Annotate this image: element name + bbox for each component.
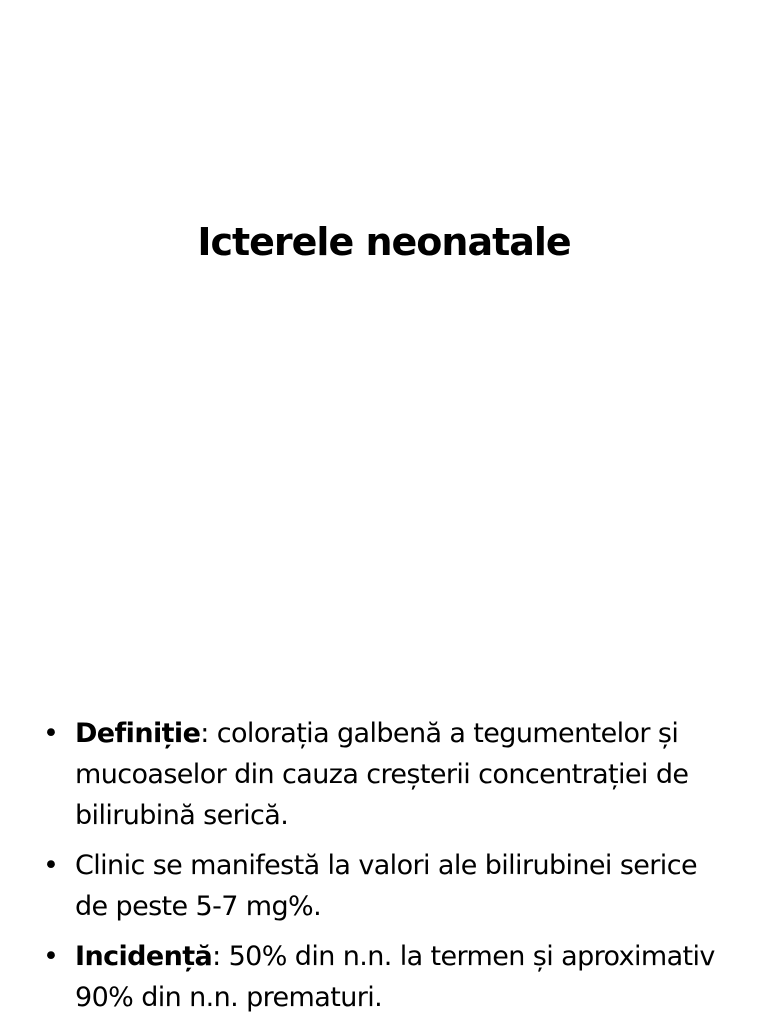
bullet-lead: Definiție	[75, 718, 201, 749]
bullet-item-incidence	[0, 936, 768, 1018]
bullet-dot-icon: •	[43, 850, 59, 881]
bullet-lead: Incidență	[75, 941, 213, 972]
bullet-dot-icon: •	[43, 941, 59, 972]
bullet-text: : colorația galbenă a tegumentelor și mucoaselor din cauza creșterii concentrației de bilirubină serică.	[75, 718, 689, 831]
bullet-text: Clinic se manifestă la valori ale bilirubinei serice de peste 5-7 mg%.	[75, 850, 697, 922]
bullet-text: : 50% din n.n. la termen și aproximativ 90% din n.n. prematuri.	[75, 941, 715, 1013]
bullet-item-definition	[0, 713, 768, 836]
bullet-list	[0, 713, 768, 1018]
bullet-item-clinical	[0, 845, 768, 927]
bullet-dot-icon: •	[43, 718, 59, 749]
slide-title: Icterele neonatale	[197, 220, 571, 264]
